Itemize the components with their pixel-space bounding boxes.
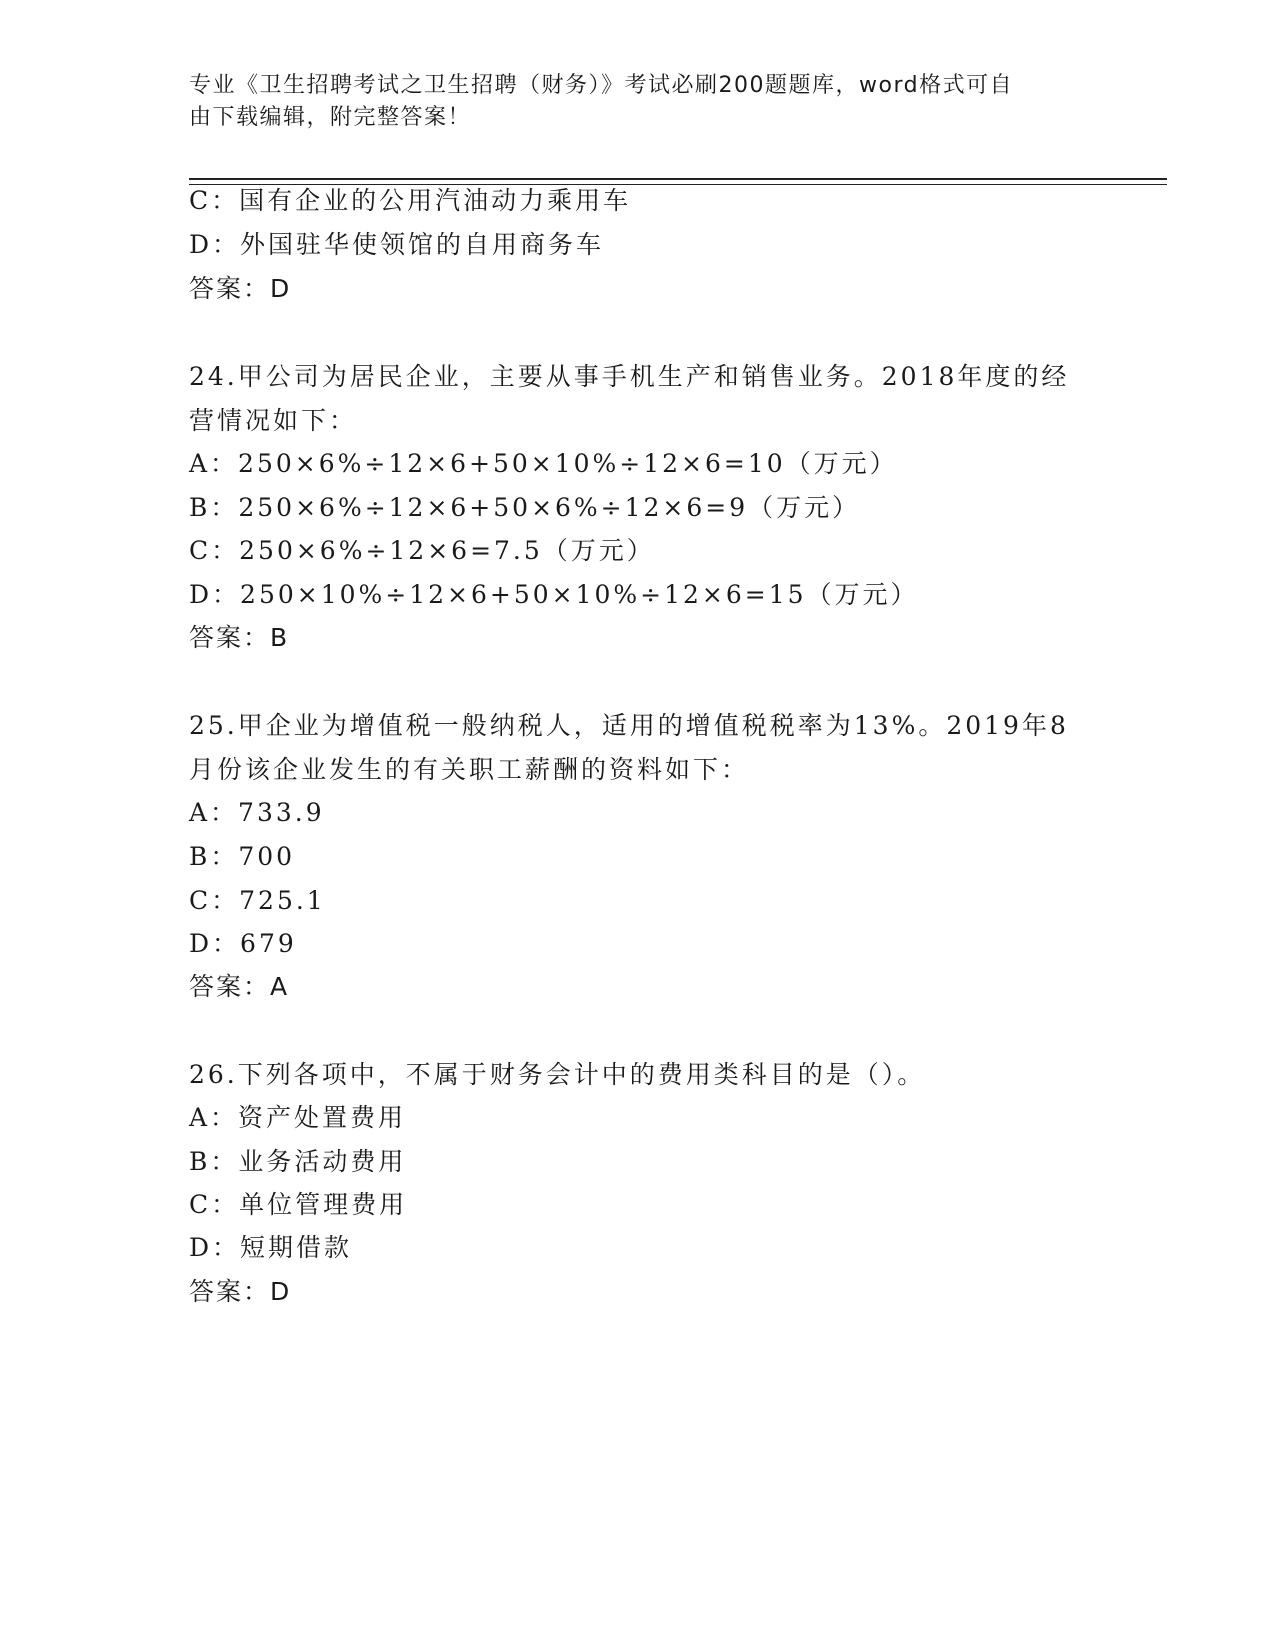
q25-option-d: D：679 xyxy=(189,929,297,958)
q24-stem-line-1: 24.甲公司为居民企业，主要从事手机生产和销售业务。2018年度的经 xyxy=(189,362,1070,391)
document-header xyxy=(189,70,1089,134)
q23-answer: 答案：D xyxy=(189,274,292,303)
header-line-2: 由下载编辑，附完整答案！ xyxy=(189,105,472,130)
q24-stem-line-2: 营情况如下： xyxy=(189,406,358,435)
q23-option-c: C：国有企业的公用汽油动力乘用车 xyxy=(189,186,632,215)
header-divider-thin xyxy=(189,184,1167,185)
q26-option-a: A：资产处置费用 xyxy=(189,1103,407,1132)
q25-stem-line-1: 25.甲企业为增值税一般纳税人，适用的增值税税率为13%。2019年8 xyxy=(189,711,1069,740)
header-divider-thick xyxy=(189,178,1167,180)
q24-option-a: A：250×6%÷12×6+50×10%÷12×6=10（万元） xyxy=(189,449,898,478)
header-line-1: 专业《卫生招聘考试之卫生招聘（财务）》考试必刷200题题库，word格式可自 xyxy=(189,73,1014,98)
q25-stem-line-2: 月份该企业发生的有关职工薪酬的资料如下： xyxy=(189,755,750,784)
q25-option-c: C：725.1 xyxy=(189,886,326,915)
q25-answer: 答案：A xyxy=(189,972,290,1001)
q26-option-d: D：短期借款 xyxy=(189,1233,353,1262)
q23-option-d: D：外国驻华使领馆的自用商务车 xyxy=(189,230,605,259)
q26-option-c: C：单位管理费用 xyxy=(189,1190,408,1219)
q24-option-b: B：250×6%÷12×6+50×6%÷12×6=9（万元） xyxy=(189,493,861,522)
q26-stem-line-1: 26.下列各项中，不属于财务会计中的费用类科目的是（）。 xyxy=(189,1060,926,1089)
q26-option-b: B：业务活动费用 xyxy=(189,1147,407,1176)
q26-answer: 答案：D xyxy=(189,1277,292,1306)
q24-answer: 答案：B xyxy=(189,623,290,652)
q25-option-a: A：733.9 xyxy=(189,798,325,827)
q24-option-c: C：250×6%÷12×6=7.5（万元） xyxy=(189,536,655,565)
q24-option-d: D：250×10%÷12×6+50×10%÷12×6=15（万元） xyxy=(189,580,919,609)
q25-option-b: B：700 xyxy=(189,842,296,871)
